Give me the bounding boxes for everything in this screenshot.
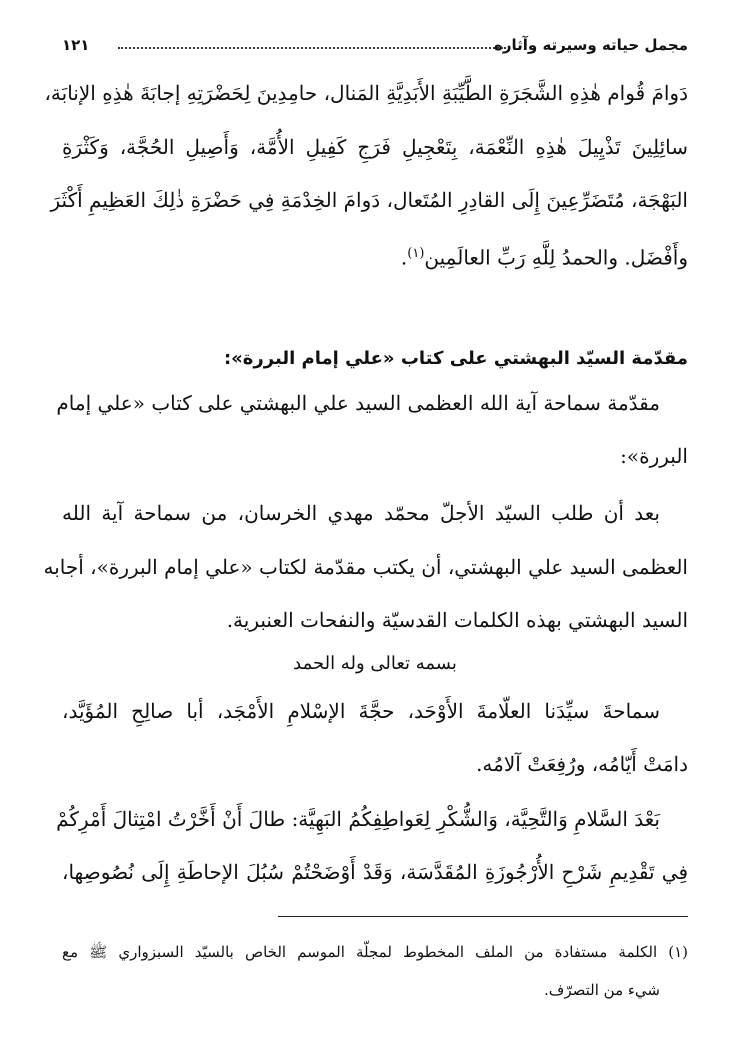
- text-line: البررة»:: [620, 444, 688, 468]
- text-line: دامَتْ أَيّامُه، ورُفِعَتْ آلامُه.: [476, 752, 688, 776]
- text-line: بَعْدَ السَّلامِ وَالتَّحِيَّة، وَالشُّكْرِ لِعَواطِفِكُمُ البَهِيَّة: طالَ أَنْ أَخَّرْتُ امْتِثالَ أَمْرِكُمْ: [56, 807, 660, 831]
- basmala: بسمه تعالى وله الحمد: [293, 653, 457, 674]
- footnote-marker: (١): [407, 246, 425, 261]
- running-title: مجمل حياته وسيرته وآثاره: [494, 36, 688, 54]
- footnote-line: شيء من التصرّف.: [544, 981, 660, 999]
- text-line: سائِلِينَ تَذْيِيلَ هٰذِهِ النِّعْمَة، بِتَعْجِيلِ فَرَجِ كَفِيلِ الأُمَّة، وَأَصِيلِ الحُجَّة، وَكَثْرَةِ: [62, 135, 688, 159]
- book-page: [43, 28, 688, 1038]
- text-line: فِي تَقْدِيمِ شَرْحِ الأُرْجُوزَةِ المُقَدَّسَة، وَقَدْ أَوْضَحْتُمْ سُبُلَ الإحاطَةِ إِلَى نُصُوصِها،: [62, 860, 688, 884]
- text-line: دَوامَ قُوام هٰذِهِ الشَّجَرَةِ الطَّيِّبَةِ الأَبَدِيَّةِ المَنال، حامِدِينَ لِحَضْرَتِهِ إجابَةَ هٰذِهِ الإنابَة،: [44, 81, 688, 105]
- leader-dots: [118, 47, 506, 49]
- text-line-content: وأَفْضَل. والحمدُ لِلَّهِ رَبِّ العالَمِين: [424, 245, 688, 270]
- running-header: [62, 28, 688, 64]
- text-line: سماحةَ سيِّدَنا العلّامةَ الأَوْحَد، حجَّةَ الإسْلامِ الأَمْجَد، أبا صالِحِ المُؤَيَّد،: [62, 699, 660, 723]
- text-line: السيد البهشتي بهذه الكلمات القدسيّة والنفحات العنبرية.: [226, 608, 688, 632]
- footnote-line: (١) الكلمة مستفادة من الملف المخطوط لمجلّة الموسم الخاص بالسيّد السبزواري ﷺ مع: [62, 943, 688, 961]
- section-heading: مقدّمة السيّد البهشتي على كتاب «علي إمام البررة»:: [223, 348, 688, 369]
- text-line: مقدّمة سماحة آية الله العظمى السيد علي البهشتي على كتاب «علي إمام: [56, 391, 660, 415]
- text-line: البَهْجَة، مُتَضَرِّعِينَ إِلَى القادِرِ المُتَعال، دَوامَ الخِدْمَةِ فِي حَضْرَةِ ذٰلِكَ العَظِيمِ أَكْثَرَ: [50, 188, 688, 212]
- text-line: بعد أن طلب السيّد الأجلّ محمّد مهدي الخرسان، من سماحة آية الله: [62, 501, 660, 525]
- page-number: ١٢١: [62, 36, 90, 54]
- footnote-divider: [278, 916, 688, 917]
- text-line: وأَفْضَل. والحمدُ لِلَّهِ رَبِّ العالَمِين$^{(١)}$.: [400, 245, 688, 270]
- text-line: العظمى السيد علي البهشتي، أن يكتب مقدّمة لكتاب «علي إمام البررة»، أجابه: [43, 555, 688, 579]
